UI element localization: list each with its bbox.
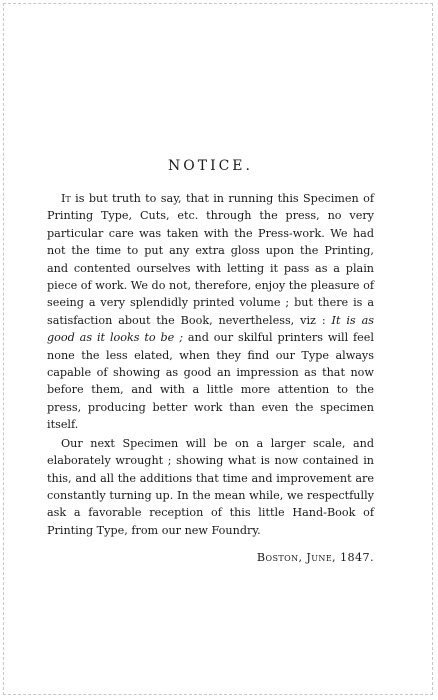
notice-section [47, 158, 374, 564]
notice-title: NOTICE. [168, 158, 253, 174]
paragraph-lead-word: It [61, 192, 71, 205]
notice-paragraph-2: Our next Specimen will be on a larger scale, and elaborately wrought ; showing what is now contained in this, and all the additions that time and improvement are constantly turning up. In the mean while, we respectfully ask a favorable reception of this little Hand-Book of Printing Type, from our new Foundry. [47, 436, 374, 537]
signature-date-line: Boston, June, 1847. [256, 551, 374, 565]
paragraph-1-italic-text: It is as good as it looks to be ; [47, 313, 374, 345]
paragraph-1-text: is but truth to say, that in running this Specimen of Printing Type, Cuts, etc. through the press, no very particular care was taken with the Press-work. We had not the time to put any extra gloss upon the Printing, and contented ourselves with letting it pass as a plain piece of work. We do not, therefore, enjoy the pleasure of seeing a very splendidly printed volume ; but there is a satisfaction about the Book, nevertheless, viz : [47, 192, 374, 327]
paragraph-1-text-continued: and our skilful printers will feel none the less elated, when they find our Type always capable of showing as good an impression as that now before them, and with a little more attention to the press, producing better work than even the specimen itself. [47, 331, 374, 432]
notice-paragraph-1 [47, 190, 374, 434]
